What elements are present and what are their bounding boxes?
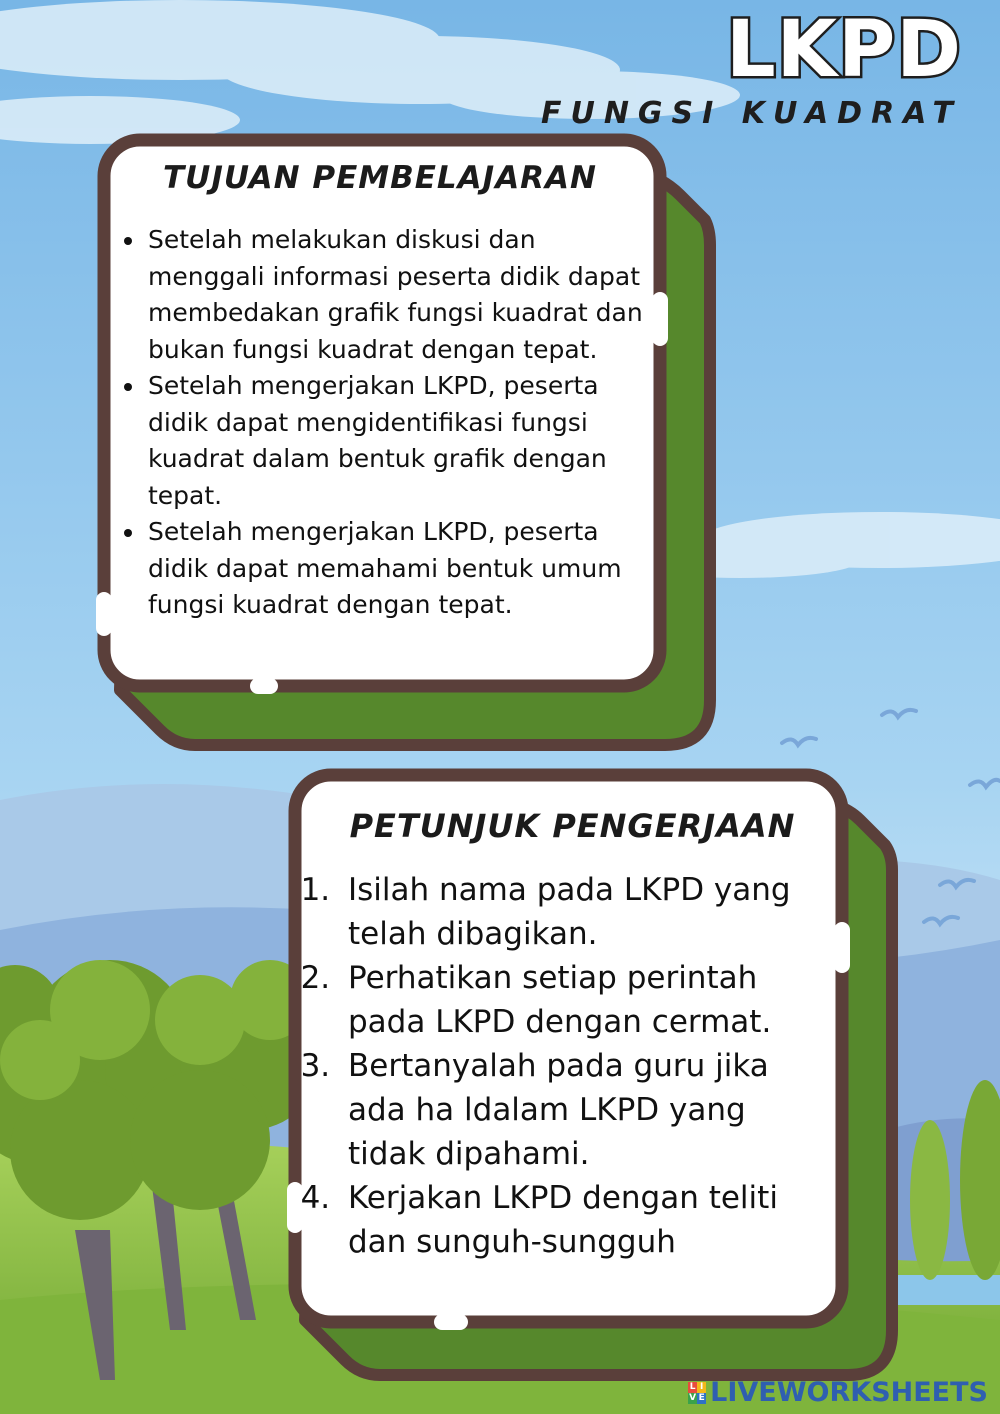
instruction-item: 2. Perhatikan setiap perintah pada LKPD dengan cermat. [340,956,830,1044]
instruction-item: 4. Kerjakan LKPD dengan teliti dan sunguh-sungguh [340,1176,830,1264]
instruction-item: 1. Isilah nama pada LKPD yang telah dibagikan. [340,868,830,956]
instructions-heading: PETUNJUK PENGERJAAN [349,807,796,845]
watermark-text: LIVEWORKSHEETS [710,1377,988,1408]
header [540,5,962,131]
instruction-item: 3. Bertanyalah pada guru jika ada ha ldalam LKPD yang tidak dipahami. [340,1044,830,1176]
learning-goals-heading: TUJUAN PEMBELAJARAN [163,160,597,196]
page-subtitle: FUNGSI KUADRAT [540,96,962,131]
learning-goal-item: • Setelah mengerjakan LKPD, peserta didik dapat memahami bentuk umum fungsi kuadrat dengan tepat. [146,514,656,624]
liveworksheets-watermark[interactable] [688,1377,988,1408]
page-title: LKPD [725,5,962,95]
learning-goal-item: • Setelah mengerjakan LKPD, peserta didik dapat mengidentifikasi fungsi kuadrat dalam bentuk grafik dengan tepat. [146,368,656,514]
liveworksheets-logo-icon: L I V E [689,1381,705,1403]
instructions-list [300,868,830,1264]
learning-goal-item: • Setelah melakukan diskusi dan menggali informasi peserta didik dapat membedakan grafik fungsi kuadrat dan bukan fungsi kuadrat dengan tepat. [146,222,656,368]
learning-goals-list [116,222,656,624]
